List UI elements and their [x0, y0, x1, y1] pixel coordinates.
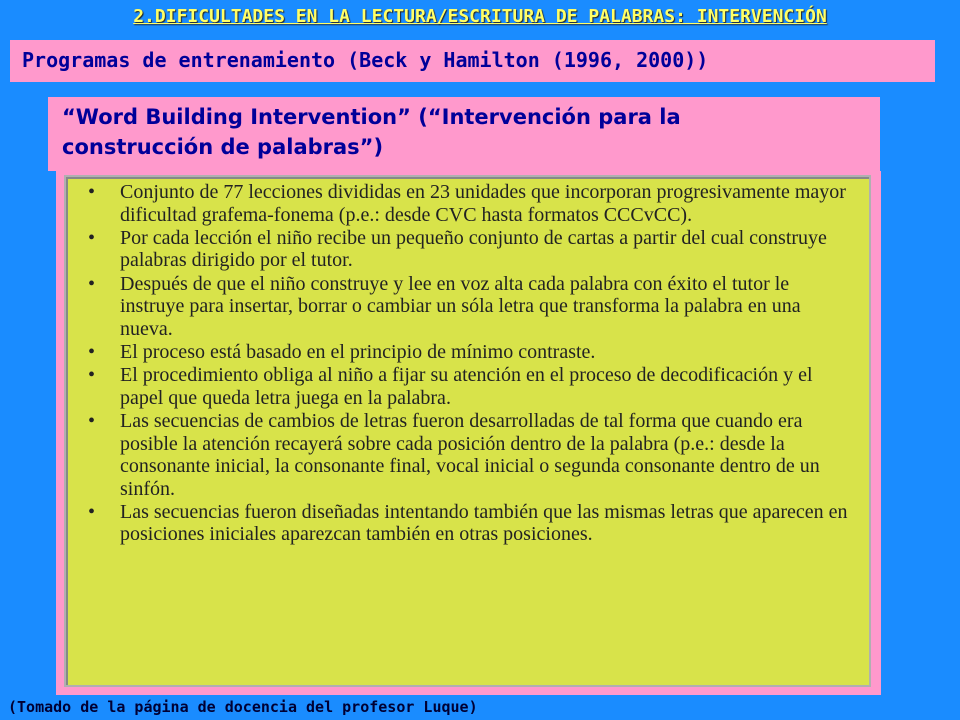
bullet-text: Las secuencias fueron diseñadas intentando también que las mismas letras que aparecen en posiciones iniciales aparezcan también en otras posiciones.	[120, 500, 848, 546]
bullet-dot: •	[88, 500, 96, 523]
list-item	[88, 410, 855, 500]
intervention-heading-line-1: “Word Building Intervention” (“Intervención para la	[62, 105, 681, 129]
bullet-text: Después de que el niño construye y lee en voz alta cada palabra con éxito el tutor le instruye para insertar, borrar o cambiar un sóla letra que transforma la palabra en una nueva.	[120, 272, 801, 340]
bullet-text: Las secuencias de cambios de letras fueron desarrolladas de tal forma que cuando era posible la atención recayerá sobre cada posición dentro de la palabra (p.e.: desde la consonante inicial, la consonante final, vocal inicial o segunda consonante dentro de un sinfón.	[120, 409, 820, 500]
intervention-heading-line-2: construcción de palabras”)	[62, 135, 384, 159]
bullet-dot: •	[88, 181, 96, 203]
bullet-text: Por cada lección el niño recibe un pequeño conjunto de cartas a partir del cual construye palabras dirigido por el tutor.	[120, 226, 827, 272]
list-item	[88, 273, 855, 341]
bullet-dot: •	[88, 364, 96, 387]
list-item	[88, 341, 855, 364]
bullet-text: El proceso está basado en el principio de mínimo contraste.	[120, 340, 596, 363]
source-note: (Tomado de la página de docencia del profesor Luque)	[8, 698, 478, 716]
intervention-heading-box	[48, 97, 880, 171]
bullet-dot: •	[88, 340, 96, 363]
bullet-dot: •	[88, 409, 96, 432]
slide-title: 2.DIFICULTADES EN LA LECTURA/ESCRITURA DE PALABRAS: INTERVENCIÓN	[133, 6, 827, 27]
bullet-text: Conjunto de 77 lecciones divididas en 23 unidades que incorporan progresivamente mayor dificultad grafema-fonema (p.e.: desde CVC hasta formatos CCCvCC).	[120, 181, 846, 226]
list-item	[88, 364, 855, 409]
list-item	[88, 227, 855, 272]
bullet-dot: •	[88, 226, 96, 249]
content-frame	[56, 171, 881, 695]
program-heading: Programas de entrenamiento (Beck y Hamilton (1996, 2000))	[22, 48, 709, 72]
bullet-text: El procedimiento obliga al niño a fijar su atención en el proceso de decodificación y el papel que queda letra juega en la palabra.	[120, 364, 813, 409]
list-item	[88, 181, 855, 226]
bullet-dot: •	[88, 272, 96, 295]
program-heading-box	[10, 40, 935, 82]
content-panel	[64, 175, 871, 687]
bullet-list	[66, 177, 869, 546]
list-item	[88, 501, 855, 546]
